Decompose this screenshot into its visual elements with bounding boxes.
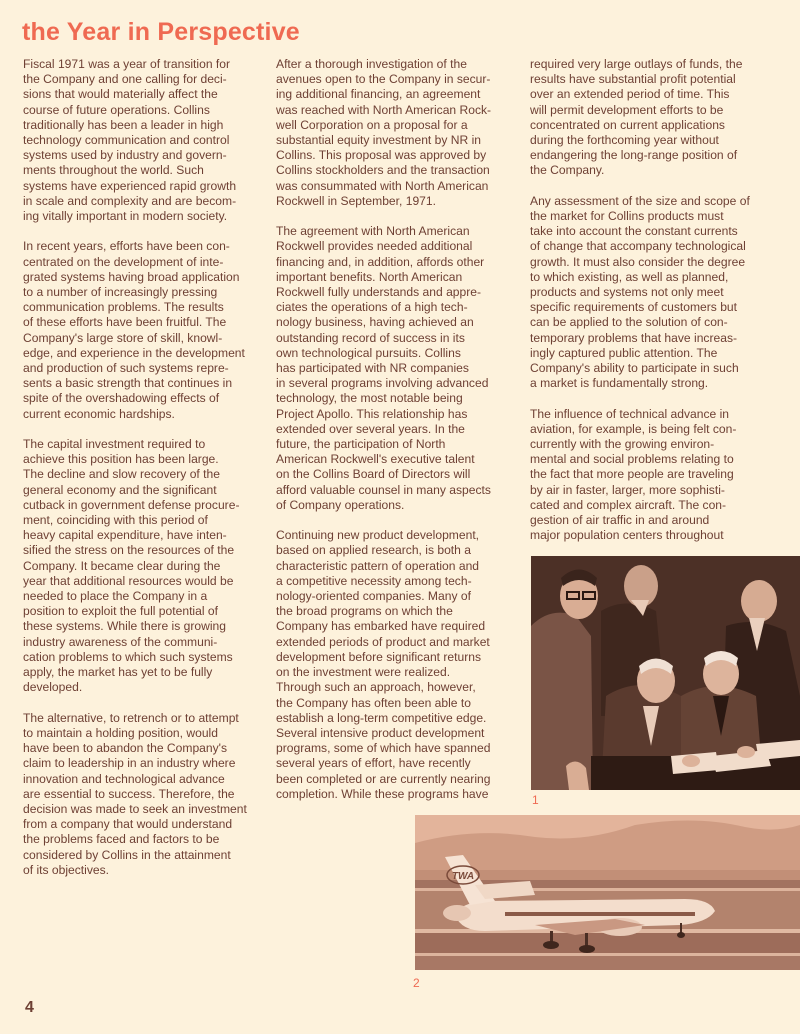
page-number: 4 bbox=[25, 999, 34, 1016]
paragraph: Continuing new product development, based on applied research, is both a characteristic pattern of operation and a competitive necessity among tech- nology-oriented companies. Many of the broad programs on which the Company has embarked have required extended periods of product and market development before significant returns on the investment were realized. Through such an approach, however, the Company has often been able to establish a long-term competitive edge. Several intensive product development programs, some of which have spanned several years of effort, have recently been completed or are currently nearing completion. While these programs have bbox=[276, 528, 491, 801]
photo-signing-ceremony bbox=[531, 556, 800, 790]
page-title: the Year in Perspective bbox=[22, 18, 300, 46]
paragraph: Any assessment of the size and scope of the market for Collins products must take into account the constant currents of change that accompany technological growth. It must also consider the degree to which existing, as well as planned, products and systems not only meet specific requirements of customers but can be applied to the solution of con- temporary problems that have increas- ingly captured public attention. The Company's ability to participate in such a market is fundamentally strong. bbox=[530, 193, 750, 391]
text-column-3 bbox=[530, 57, 795, 559]
figure-number: 2 bbox=[413, 976, 420, 990]
paragraph: The capital investment required to achieve this position has been large. The decline and slow recovery of the general economy and the significant cutback in government defense procure- ment, coinciding with this period of heavy capital expenditure, have inten- sified the stress on the resources of the Company. It became clear during the year that additional resources would be needed to place the Company in a position to exploit the full potential of these systems. While there is growing industry awareness of the communi- cation problems to which such systems apply, the market has yet to be fully developed. bbox=[23, 437, 240, 695]
paragraph: required very large outlays of funds, the results have substantial profit potential over an extended period of time. This will permit development efforts to be concentrated on current applications during the forthcoming year without endangering the long-range position of the Company. bbox=[530, 57, 743, 178]
text-column-2 bbox=[276, 57, 516, 817]
paragraph: The alternative, to retrench or to attempt to maintain a holding position, would have been to abandon the Company's claim to leadership in an industry where innovation and technological advance are essential to success. Therefore, the decision was made to seek an investment from a company that would understand the problems faced and factors to be considered by Collins in the attainment of its objectives. bbox=[23, 710, 247, 877]
twa-logo-text: TWA bbox=[451, 871, 475, 882]
paragraph: The influence of technical advance in aviation, for example, is being felt con- currently with the growing environ- mental and social problems relating to the fact that more people are traveling by air in faster, larger, more sophisti- cated and complex aircraft. The con- gestion of air traffic in and around major population centers throughout bbox=[530, 406, 737, 543]
paragraph: After a thorough investigation of the avenues open to the Company in secur- ing additional financing, an agreement was reached with North American Rock- well Corporation on a proposal for a substantial equity investment by NR in Collins. This proposal was approved by Collins stockholders and the transaction was consummated with North American Rockwell in September, 1971. bbox=[276, 57, 492, 208]
signing-ceremony-illustration bbox=[531, 556, 800, 790]
photo-twa-airliner bbox=[415, 815, 800, 970]
figure-number: 1 bbox=[532, 793, 539, 807]
paragraph: In recent years, efforts have been con- centrated on the development of inte- grated systems having broad application to a number of increasingly pressing communication problems. The results of these efforts have been fruitful. The Company's large store of skill, knowl- edge, and experience in the development and production of such systems repre- sents a basic strength that continues in spite of the overshadowing effects of current economic hardships. bbox=[23, 239, 245, 421]
paragraph: Fiscal 1971 was a year of transition for the Company and one calling for deci- sions that would materially affect the course of future operations. Collins traditionally has been a leader in high technology communication and control systems used by industry and govern- ments throughout the world. Such systems have experienced rapid growth in scale and complexity and are becom- ing vitally important in modern society. bbox=[23, 57, 237, 224]
airliner-illustration bbox=[415, 815, 800, 970]
text-column-1 bbox=[23, 57, 253, 893]
paragraph: The agreement with North American Rockwell provides needed additional financing and, in addition, affords other important benefits. North American Rockwell fully understands and appre- ciates the operations of a high tech- nology business, having achieved an outstanding record of success in its own technological pursuits. Collins has participated with NR companies in several programs involving advanced technology, the most notable being Project Apollo. This relationship has extended over several years. In the future, the participation of North American Rockwell's executive talent on the Collins Board of Directors will afford valuable counsel in many aspects of Company operations. bbox=[276, 224, 491, 512]
